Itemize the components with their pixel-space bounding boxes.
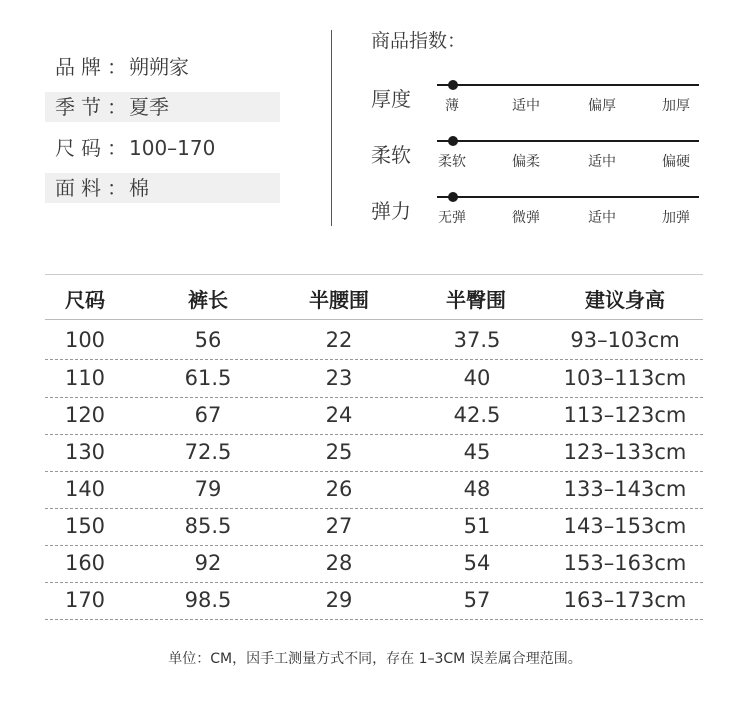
index-scale-line xyxy=(437,84,699,86)
index-option: 加厚 xyxy=(662,98,690,114)
table-row xyxy=(45,545,703,583)
table-cell: 51 xyxy=(463,514,491,538)
index-label: 厚度 xyxy=(371,87,411,111)
table-row xyxy=(45,397,703,435)
header-waist: 半腰围 xyxy=(309,288,369,312)
table-cell: 123–133cm xyxy=(563,440,687,464)
table-cell: 150 xyxy=(64,514,106,538)
index-option: 柔软 xyxy=(438,154,466,170)
index-title: 商品指数： xyxy=(371,30,467,52)
table-cell: 72.5 xyxy=(184,440,232,464)
index-marker-dot xyxy=(448,192,458,202)
table-cell: 24 xyxy=(325,403,353,427)
info-row-brand xyxy=(45,52,280,82)
table-cell: 133–143cm xyxy=(563,477,687,501)
table-cell: 61.5 xyxy=(184,366,232,390)
table-cell: 27 xyxy=(325,514,353,538)
table-cell: 79 xyxy=(194,477,222,501)
index-option: 无弹 xyxy=(438,210,466,226)
index-option: 薄 xyxy=(445,98,459,114)
info-value: 朔朔家 xyxy=(129,55,189,79)
table-cell: 23 xyxy=(325,366,353,390)
header-length: 裤长 xyxy=(188,288,228,312)
table-cell: 37.5 xyxy=(453,328,501,352)
index-marker-dot xyxy=(448,80,458,90)
table-row xyxy=(45,582,703,620)
table-cell: 29 xyxy=(325,588,353,612)
table-cell: 100 xyxy=(64,328,106,352)
table-cell: 48 xyxy=(463,477,491,501)
table-cell: 85.5 xyxy=(184,514,232,538)
info-value: 100–170 xyxy=(129,136,216,160)
table-row xyxy=(45,471,703,509)
table-cell: 28 xyxy=(325,551,353,575)
info-row-size xyxy=(45,133,280,163)
table-cell: 42.5 xyxy=(453,403,501,427)
table-cell: 26 xyxy=(325,477,353,501)
index-option: 偏柔 xyxy=(512,154,540,170)
table-cell: 93–103cm xyxy=(570,328,680,352)
info-value: 棉 xyxy=(129,176,149,200)
index-option: 偏厚 xyxy=(588,98,616,114)
index-option: 适中 xyxy=(588,154,616,170)
table-cell: 25 xyxy=(325,440,353,464)
table-cell: 54 xyxy=(463,551,491,575)
table-row xyxy=(45,508,703,546)
info-label: 尺码： xyxy=(55,136,133,160)
table-cell: 110 xyxy=(64,366,106,390)
table-cell: 40 xyxy=(463,366,491,390)
info-value: 夏季 xyxy=(129,95,169,119)
table-row xyxy=(45,360,703,398)
table-cell: 160 xyxy=(64,551,106,575)
info-label: 季节： xyxy=(55,95,133,119)
table-cell: 163–173cm xyxy=(563,588,687,612)
index-option: 微弹 xyxy=(512,210,540,226)
index-scale-line xyxy=(437,140,699,142)
header-size: 尺码 xyxy=(65,288,105,312)
index-label: 弹力 xyxy=(371,199,411,223)
index-label: 柔软 xyxy=(371,143,411,167)
table-cell: 120 xyxy=(64,403,106,427)
table-cell: 45 xyxy=(463,440,491,464)
table-cell: 130 xyxy=(64,440,106,464)
index-option: 偏硬 xyxy=(662,154,690,170)
index-option: 适中 xyxy=(588,210,616,226)
vertical-divider xyxy=(331,30,332,226)
table-header-border xyxy=(45,319,703,320)
info-row-season xyxy=(45,92,280,122)
header-height: 建议身高 xyxy=(585,288,665,312)
measurement-note: 单位：CM，因手工测量方式不同，存在 1–3CM 误差属合理范围。 xyxy=(168,651,582,667)
table-cell: 92 xyxy=(194,551,222,575)
header-hip: 半臀围 xyxy=(446,288,506,312)
table-cell: 140 xyxy=(64,477,106,501)
table-cell: 153–163cm xyxy=(563,551,687,575)
table-cell: 56 xyxy=(194,328,222,352)
table-top-border xyxy=(45,274,703,275)
table-cell: 98.5 xyxy=(184,588,232,612)
table-cell: 170 xyxy=(64,588,106,612)
table-cell: 103–113cm xyxy=(563,366,687,390)
index-option: 加弹 xyxy=(662,210,690,226)
info-label: 面料： xyxy=(55,176,133,200)
table-row xyxy=(45,434,703,472)
info-label: 品牌： xyxy=(55,55,133,79)
table-cell: 57 xyxy=(463,588,491,612)
table-cell: 143–153cm xyxy=(563,514,687,538)
table-cell: 22 xyxy=(325,328,353,352)
table-cell: 113–123cm xyxy=(563,403,687,427)
table-cell: 67 xyxy=(194,403,222,427)
index-marker-dot xyxy=(448,136,458,146)
index-scale-line xyxy=(437,196,699,198)
index-option: 适中 xyxy=(512,98,540,114)
info-row-fabric xyxy=(45,173,280,203)
table-row xyxy=(45,322,703,360)
